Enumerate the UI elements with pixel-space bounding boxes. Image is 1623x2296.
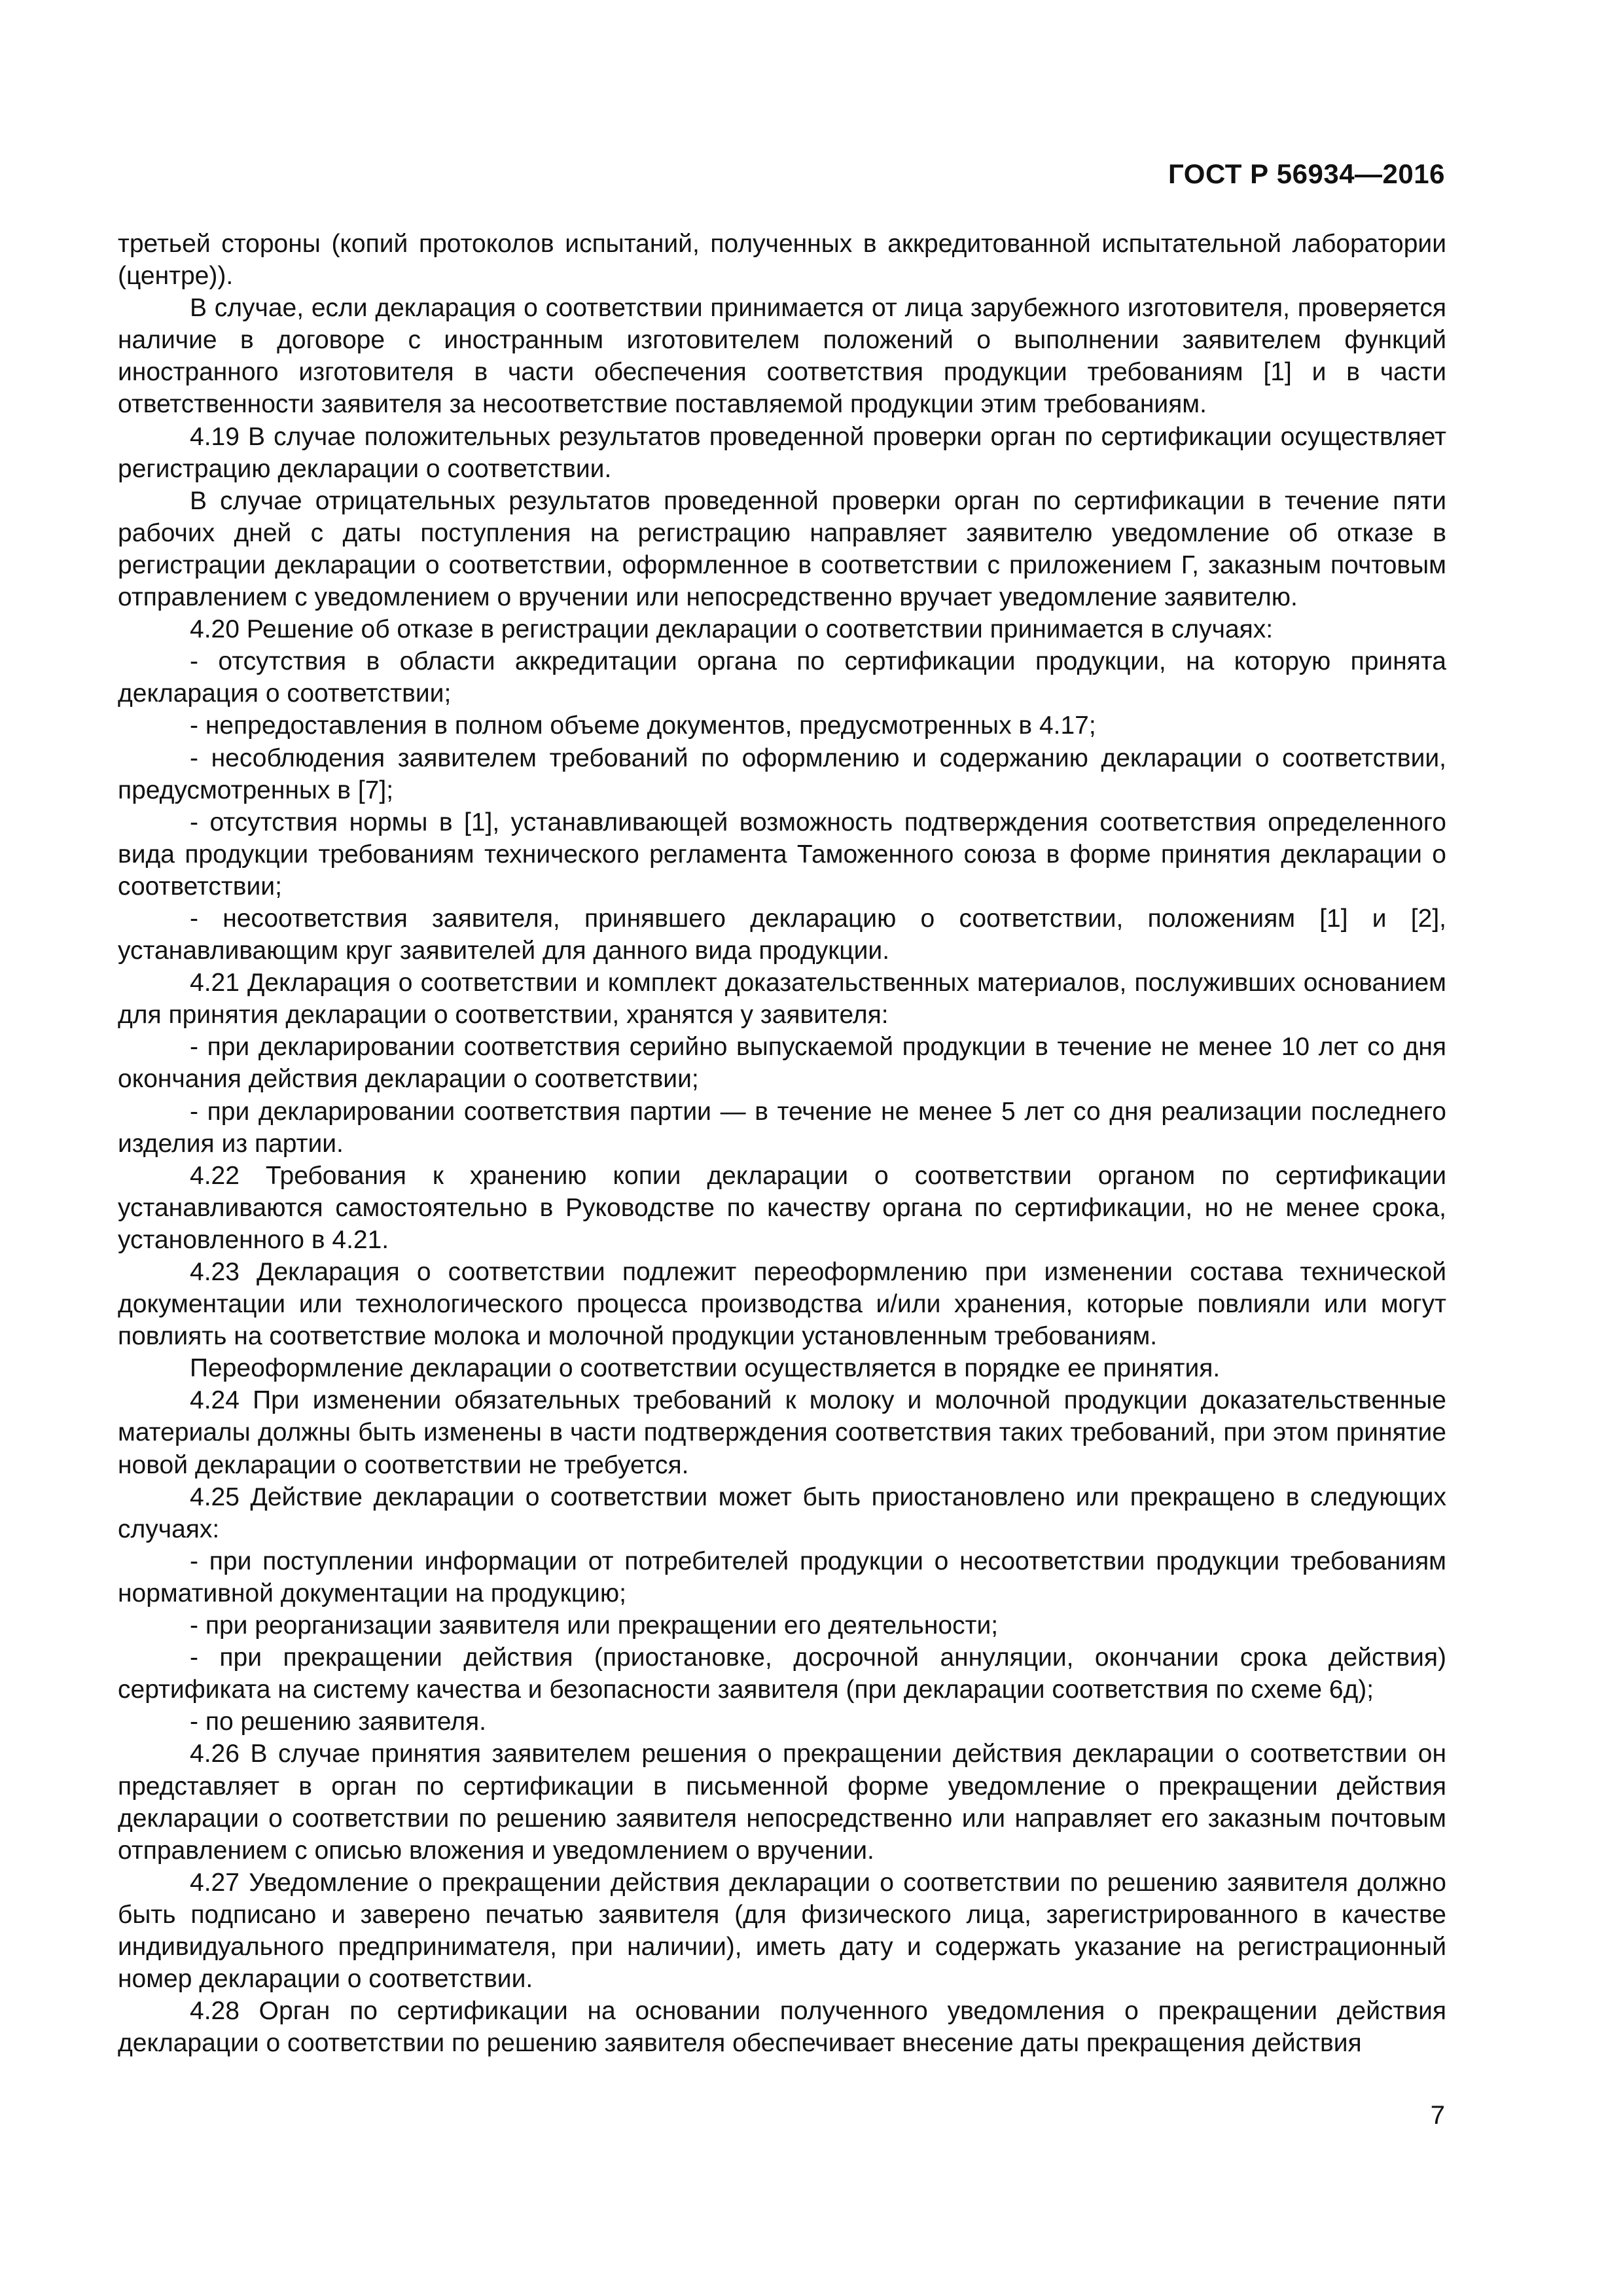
body-paragraph: 4.21 Декларация о соответствии и комплект доказательственных материалов, послуживших основанием для принятия декларации о соответствии, хранятся у заявителя: xyxy=(118,969,1446,1030)
body-paragraph: - при поступлении информации от потребителей продукции о несоответствии продукции требованиям нормативной документации на продукцию; xyxy=(118,1547,1446,1607)
body-paragraph: - при прекращении действия (приостановке, досрочной аннуляции, окончании срока действия) сертификата на систему качества и безопасности заявителя (при декларации соответствия по схеме 6д); xyxy=(118,1643,1446,1704)
body-paragraph: В случае, если декларация о соответствии принимается от лица зарубежного изготовителя, проверяется наличие в договоре с иностранным изготовителем положений о выполнении заявителем функций иностранного изготовителя в части обеспечения соответствия продукции требованиям [1] и в части ответственности заявителя за несоответствие поставляемой продукции этим требованиям. xyxy=(118,294,1446,419)
body-paragraph: 4.19 В случае положительных результатов проведенной проверки орган по сертификации осуществляет регистрацию декларации о соответствии. xyxy=(118,422,1446,483)
document-body xyxy=(118,228,1446,2059)
body-paragraph: 4.27 Уведомление о прекращении действия декларации о соответствии по решению заявителя должно быть подписано и заверено печатью заявителя (для физического лица, зарегистрированного в качестве индивидуального предпринимателя, при наличии), иметь дату и содержать указание на регистрационный номер декларации о соответствии. xyxy=(118,1868,1446,1994)
body-paragraph: - при декларировании соответствия серийно выпускаемой продукции в течение не менее 10 лет со дня окончания действия декларации о соответствии; xyxy=(118,1033,1446,1094)
body-paragraph: - отсутствия нормы в [1], устанавливающей возможность подтверждения соответствия определенного вида продукции требованиям технического регламента Таможенного союза в форме принятия декларации о соответствии; xyxy=(118,808,1446,901)
document-standard-id: ГОСТ Р 56934—2016 xyxy=(1168,158,1445,189)
body-paragraph: третьей стороны (копий протоколов испытаний, полученных в аккредитованной испытательной лаборатории (центре)). xyxy=(118,230,1446,291)
body-paragraph: - отсутствия в области аккредитации органа по сертификации продукции, на которую принята декларация о соответствии; xyxy=(118,647,1446,708)
body-paragraph: 4.22 Требования к хранению копии декларации о соответствии органом по сертификации устанавливаются самостоятельно в Руководстве по качеству органа по сертификации, но не менее срока, установленного в 4.21. xyxy=(118,1161,1446,1254)
body-paragraph: 4.20 Решение об отказе в регистрации декларации о соответствии принимается в случаях: xyxy=(190,615,1274,644)
body-paragraph: - непредоставления в полном объеме документов, предусмотренных в 4.17; xyxy=(190,711,1096,740)
body-paragraph: - несоблюдения заявителем требований по оформлению и содержанию декларации о соответствии, предусмотренных в [7]; xyxy=(118,744,1446,804)
body-paragraph: - при реорганизации заявителя или прекращении его деятельности; xyxy=(190,1611,999,1640)
page-number: 7 xyxy=(1430,2101,1445,2130)
body-paragraph: 4.28 Орган по сертификации на основании полученного уведомления о прекращении действия декларации о соответствии по решению заявителя обеспечивает внесение даты прекращения действия xyxy=(118,1997,1446,2058)
body-paragraph: - при декларировании соответствия партии — в течение не менее 5 лет со дня реализации последнего изделия из партии. xyxy=(118,1097,1446,1158)
body-paragraph: 4.23 Декларация о соответствии подлежит переоформлению при изменении состава технической документации или технологического процесса производства и/или хранения, которые повлияли или могут повлиять на соответствие молока и молочной продукции установленным требованиям. xyxy=(118,1258,1446,1351)
body-paragraph: 4.26 В случае принятия заявителем решения о прекращении действия декларации о соответствии он представляет в орган по сертификации в письменной форме уведомление о прекращении действия декларации о соответствии по решению заявителя непосредственно или направляет его заказным почтовым отправлением с описью вложения и уведомлением о вручении. xyxy=(118,1740,1446,1865)
body-paragraph: 4.24 При изменении обязательных требований к молоку и молочной продукции доказательственные материалы должны быть изменены в части подтверждения соответствия таких требований, при этом принятие новой декларации о соответствии не требуется. xyxy=(118,1386,1446,1479)
body-paragraph: Переоформление декларации о соответствии осуществляется в порядке ее принятия. xyxy=(190,1354,1221,1383)
body-paragraph: В случае отрицательных результатов проведенной проверки орган по сертификации в течение пяти рабочих дней с даты поступления на регистрацию направляет заявителю уведомление об отказе в регистрации декларации о соответствии, оформленное в соответствии с приложением Г, заказным почтовым отправлением с уведомлением о вручении или непосредственно вручает уведомление заявителю. xyxy=(118,486,1446,612)
body-paragraph: 4.25 Действие декларации о соответствии может быть приостановлено или прекращено в следующих случаях: xyxy=(118,1482,1446,1543)
body-paragraph: - несоответствия заявителя, принявшего декларацию о соответствии, положениям [1] и [2], устанавливающим круг заявителей для данного вида продукции. xyxy=(118,904,1446,965)
body-paragraph: - по решению заявителя. xyxy=(190,1708,486,1736)
